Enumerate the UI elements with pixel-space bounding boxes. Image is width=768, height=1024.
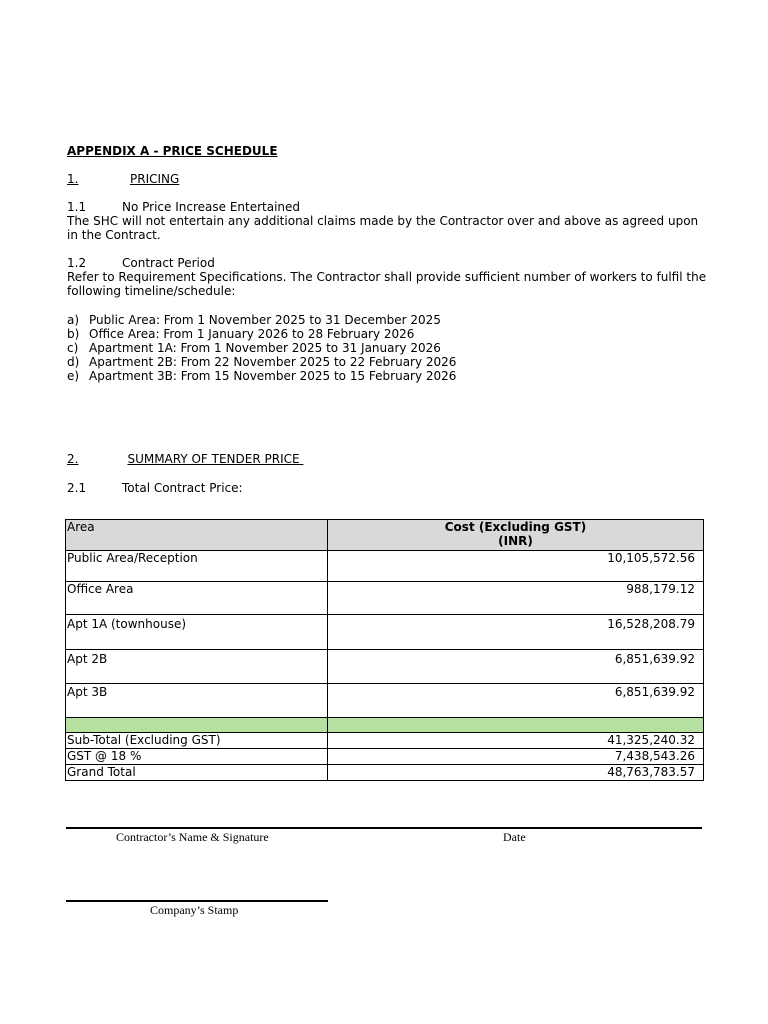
area-cell: Office Area	[66, 582, 328, 615]
table-row	[66, 684, 704, 718]
header-cost-line1: Cost (Excluding GST)	[444, 520, 587, 534]
list-item-letter: a)	[67, 313, 80, 327]
section-2-title: SUMMARY OF TENDER PRICE	[127, 452, 300, 466]
section-1-2-number: 1.2	[67, 256, 87, 270]
subtotal-row	[66, 733, 704, 749]
signature-line	[66, 827, 702, 829]
list-item: Office Area: From 1 January 2026 to 28 February 2026	[89, 327, 415, 341]
section-1-title: PRICING	[130, 172, 180, 186]
section-1-1-number: 1.1	[67, 200, 87, 214]
area-cell: Public Area/Reception	[66, 551, 328, 582]
section-1-2-title: Contract Period	[122, 256, 215, 270]
table-row	[66, 582, 704, 615]
cost-cell: 988,179.12	[328, 582, 704, 615]
list-item-letter: e)	[67, 369, 80, 383]
cost-cell: 16,528,208.79	[328, 615, 704, 650]
cost-cell: 6,851,639.92	[328, 650, 704, 684]
area-cell: Apt 3B	[66, 684, 328, 718]
section-1-number: 1.	[67, 172, 79, 186]
date-label: Date	[503, 830, 526, 844]
cost-cell: 10,105,572.56	[328, 551, 704, 582]
page-title: APPENDIX A - PRICE SCHEDULE	[67, 144, 278, 158]
contractor-name-label: Contractor’s Name & Signature	[116, 830, 269, 844]
list-item-letter: b)	[67, 327, 80, 341]
cost-cell: 6,851,639.92	[328, 684, 704, 718]
area-cell: Apt 2B	[66, 650, 328, 684]
area-cell: Apt 1A (townhouse)	[66, 615, 328, 650]
subtotal-value: 41,325,240.32	[328, 733, 704, 749]
price-table	[65, 519, 704, 781]
section-1-1-title: No Price Increase Entertained	[122, 200, 301, 214]
section-1-2-body: Refer to Requirement Specifications. The Contractor shall provide sufficient number of workers to fulfil the following timeline/schedule:	[67, 270, 707, 298]
list-item: Apartment 3B: From 15 November 2025 to 15 February 2026	[89, 369, 457, 383]
grand-total-row	[66, 765, 704, 781]
table-row	[66, 551, 704, 582]
list-item: Apartment 2B: From 22 November 2025 to 22 February 2026	[89, 355, 457, 369]
grand-total-label: Grand Total	[66, 765, 328, 781]
list-item: Apartment 1A: From 1 November 2025 to 31 January 2026	[89, 341, 441, 355]
list-item-letter: d)	[67, 355, 80, 369]
spacer-cell	[66, 718, 328, 733]
section-1-1-body: The SHC will not entertain any additional claims made by the Contractor over and above as agreed upon in the Contract.	[67, 214, 699, 242]
stamp-line	[66, 900, 328, 902]
list-item-letter: c)	[67, 341, 79, 355]
section-2-heading	[67, 452, 299, 466]
table-row	[66, 650, 704, 684]
list-item: Public Area: From 1 November 2025 to 31 December 2025	[89, 313, 441, 327]
header-cost	[328, 520, 704, 551]
section-2-1-title: Total Contract Price:	[122, 481, 243, 495]
gst-label: GST @ 18 %	[66, 749, 328, 765]
table-header-row	[66, 520, 704, 551]
table-row	[66, 615, 704, 650]
section-2-1-number: 2.1	[67, 481, 87, 495]
table-spacer-row	[66, 718, 704, 733]
gst-row	[66, 749, 704, 765]
header-area: Area	[66, 520, 328, 551]
section-2-number: 2.	[67, 452, 79, 466]
gst-value: 7,438,543.26	[328, 749, 704, 765]
company-stamp-label: Company’s Stamp	[150, 903, 239, 917]
header-cost-line2: (INR)	[498, 534, 533, 548]
grand-total-value: 48,763,783.57	[328, 765, 704, 781]
spacer-cell	[328, 718, 704, 733]
subtotal-label: Sub-Total (Excluding GST)	[66, 733, 328, 749]
